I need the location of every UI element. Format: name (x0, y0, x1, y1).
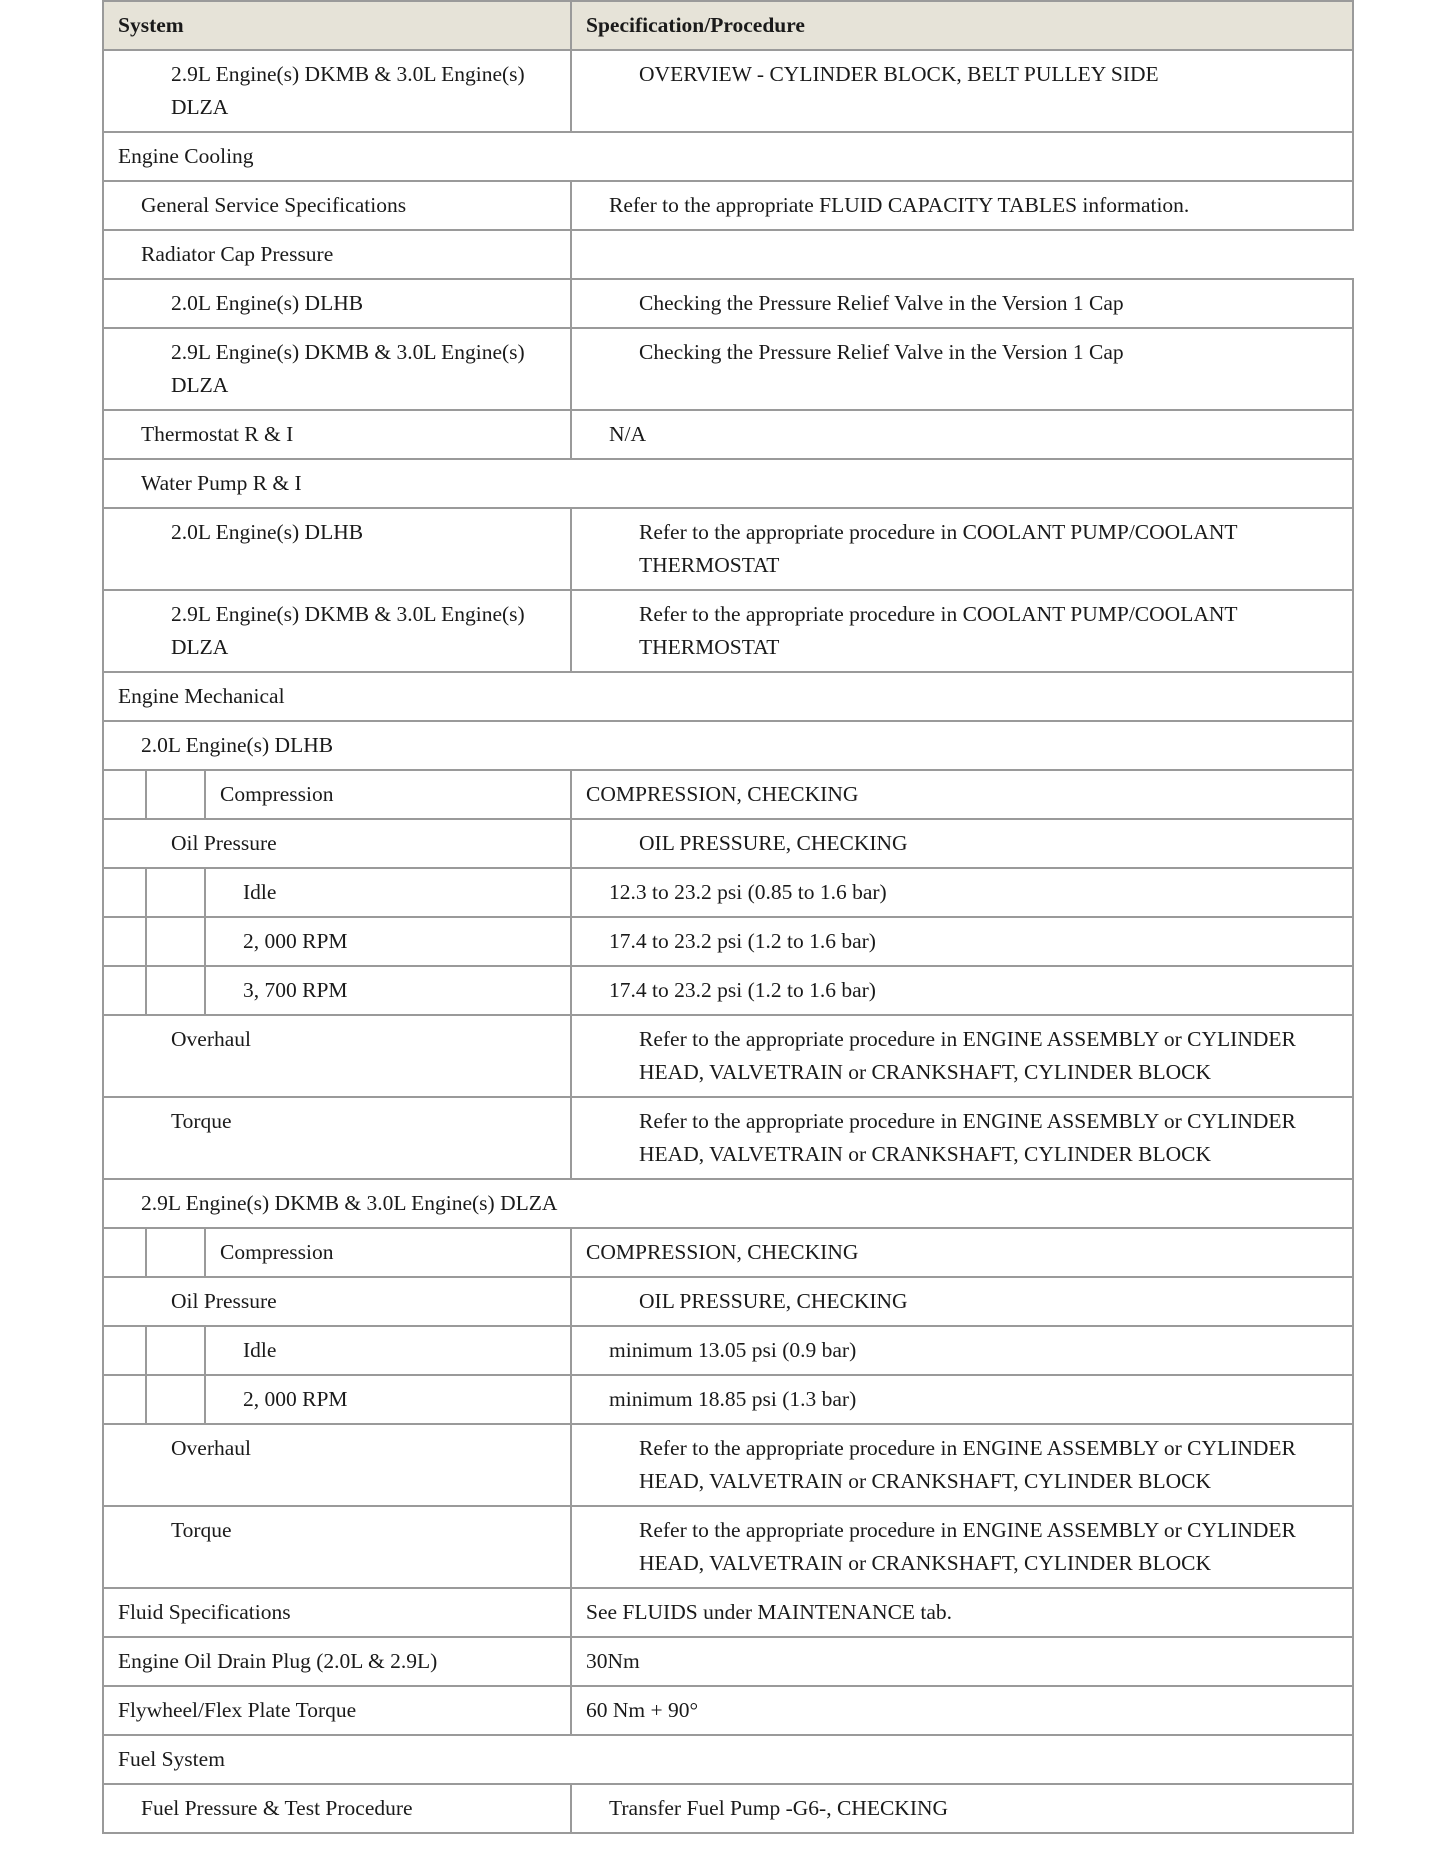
section-row (103, 132, 1353, 181)
spec-cell: 30Nm (571, 1637, 1353, 1686)
system-cell: 2.9L Engine(s) DKMB & 3.0L Engine(s) DLZA (103, 328, 571, 410)
table-row (103, 1784, 1353, 1833)
spec-cell: Refer to the appropriate procedure in ENGINE ASSEMBLY or CYLINDER HEAD, VALVETRAIN or CRANKSHAFT, CYLINDER BLOCK (571, 1097, 1353, 1179)
spec-cell: COMPRESSION, CHECKING (571, 1228, 1353, 1277)
spec-cell: minimum 13.05 psi (0.9 bar) (571, 1326, 1353, 1375)
table-row (103, 508, 1353, 590)
spec-cell: Transfer Fuel Pump -G6-, CHECKING (571, 1784, 1353, 1833)
spacer-cell (103, 1228, 146, 1277)
spacer-cell (146, 966, 205, 1015)
spacer-cell (103, 1326, 146, 1375)
system-cell: Overhaul (103, 1424, 571, 1506)
spec-cell: Refer to the appropriate procedure in ENGINE ASSEMBLY or CYLINDER HEAD, VALVETRAIN or CRANKSHAFT, CYLINDER BLOCK (571, 1015, 1353, 1097)
system-cell: 2.9L Engine(s) DKMB & 3.0L Engine(s) DLZA (103, 50, 571, 132)
system-cell: Compression (205, 1228, 571, 1277)
spacer-cell (103, 1375, 146, 1424)
table-row (103, 1637, 1353, 1686)
spec-cell: Refer to the appropriate procedure in ENGINE ASSEMBLY or CYLINDER HEAD, VALVETRAIN or CRANKSHAFT, CYLINDER BLOCK (571, 1506, 1353, 1588)
section-row (103, 721, 1353, 770)
system-cell: Fluid Specifications (103, 1588, 571, 1637)
system-cell: Compression (205, 770, 571, 819)
section-row (103, 459, 1353, 508)
table-row (103, 328, 1353, 410)
system-cell: 2.0L Engine(s) DLHB (103, 508, 571, 590)
spec-cell: 60 Nm + 90° (571, 1686, 1353, 1735)
system-cell: Radiator Cap Pressure (103, 230, 571, 279)
table-row (103, 181, 1353, 230)
spacer-cell (103, 868, 146, 917)
system-cell: Idle (205, 868, 571, 917)
spec-cell: Refer to the appropriate procedure in ENGINE ASSEMBLY or CYLINDER HEAD, VALVETRAIN or CRANKSHAFT, CYLINDER BLOCK (571, 1424, 1353, 1506)
spec-cell: N/A (571, 410, 1353, 459)
spacer-cell (146, 917, 205, 966)
system-cell: 2, 000 RPM (205, 1375, 571, 1424)
table-row (103, 1015, 1353, 1097)
section-row (103, 1735, 1353, 1784)
spacer-cell (146, 1326, 205, 1375)
system-cell: 2.0L Engine(s) DLHB (103, 279, 571, 328)
table-row (103, 966, 1353, 1015)
spec-cell: See FLUIDS under MAINTENANCE tab. (571, 1588, 1353, 1637)
section-title: Engine Mechanical (103, 672, 1353, 721)
spec-cell: Checking the Pressure Relief Valve in the Version 1 Cap (571, 328, 1353, 410)
section-row (103, 1179, 1353, 1228)
spec-cell (571, 230, 1353, 279)
spacer-cell (103, 917, 146, 966)
header-row (103, 1, 1353, 50)
system-cell: 2, 000 RPM (205, 917, 571, 966)
table-row (103, 1506, 1353, 1588)
system-cell: Fuel Pressure & Test Procedure (103, 1784, 571, 1833)
spacer-cell (146, 770, 205, 819)
table-row (103, 590, 1353, 672)
spec-cell: COMPRESSION, CHECKING (571, 770, 1353, 819)
system-cell: 2.9L Engine(s) DKMB & 3.0L Engine(s) DLZA (103, 590, 571, 672)
table-row (103, 868, 1353, 917)
system-cell: Torque (103, 1097, 571, 1179)
table-row (103, 1588, 1353, 1637)
spec-cell: Refer to the appropriate procedure in COOLANT PUMP/COOLANT THERMOSTAT (571, 508, 1353, 590)
spec-cell: OIL PRESSURE, CHECKING (571, 819, 1353, 868)
spec-cell: 17.4 to 23.2 psi (1.2 to 1.6 bar) (571, 966, 1353, 1015)
table-row (103, 917, 1353, 966)
section-title: Engine Cooling (103, 132, 1353, 181)
spec-cell: 17.4 to 23.2 psi (1.2 to 1.6 bar) (571, 917, 1353, 966)
system-cell: Thermostat R & I (103, 410, 571, 459)
spacer-cell (103, 770, 146, 819)
table-row (103, 1375, 1353, 1424)
spec-cell: minimum 18.85 psi (1.3 bar) (571, 1375, 1353, 1424)
subsection-title: Water Pump R & I (103, 459, 1353, 508)
section-title: Fuel System (103, 1735, 1353, 1784)
spacer-cell (103, 966, 146, 1015)
table-row (103, 50, 1353, 132)
spec-cell: OIL PRESSURE, CHECKING (571, 1277, 1353, 1326)
table-row (103, 1228, 1353, 1277)
section-row (103, 672, 1353, 721)
header-spec: Specification/Procedure (571, 1, 1353, 50)
spec-cell: Refer to the appropriate FLUID CAPACITY TABLES information. (571, 181, 1353, 230)
spec-cell: Refer to the appropriate procedure in COOLANT PUMP/COOLANT THERMOSTAT (571, 590, 1353, 672)
system-cell: 3, 700 RPM (205, 966, 571, 1015)
table-row (103, 1686, 1353, 1735)
system-cell: Flywheel/Flex Plate Torque (103, 1686, 571, 1735)
subsection-title: 2.9L Engine(s) DKMB & 3.0L Engine(s) DLZA (103, 1179, 1353, 1228)
system-cell: General Service Specifications (103, 181, 571, 230)
system-cell: Idle (205, 1326, 571, 1375)
spacer-cell (146, 1228, 205, 1277)
system-cell: Oil Pressure (103, 819, 571, 868)
system-cell: Engine Oil Drain Plug (2.0L & 2.9L) (103, 1637, 571, 1686)
spec-cell: OVERVIEW - CYLINDER BLOCK, BELT PULLEY SIDE (571, 50, 1353, 132)
spec-cell: 12.3 to 23.2 psi (0.85 to 1.6 bar) (571, 868, 1353, 917)
table-row (103, 1277, 1353, 1326)
spec-table (102, 0, 1354, 1834)
table-row (103, 819, 1353, 868)
header-system: System (103, 1, 571, 50)
table-row (103, 410, 1353, 459)
system-cell: Torque (103, 1506, 571, 1588)
table-row (103, 1326, 1353, 1375)
spec-cell: Checking the Pressure Relief Valve in the Version 1 Cap (571, 279, 1353, 328)
system-cell: Overhaul (103, 1015, 571, 1097)
table-row (103, 1424, 1353, 1506)
table-header (103, 1, 1353, 50)
table-row (103, 230, 1353, 279)
subsection-title: 2.0L Engine(s) DLHB (103, 721, 1353, 770)
spacer-cell (146, 868, 205, 917)
table-row (103, 770, 1353, 819)
table-row (103, 279, 1353, 328)
system-cell: Oil Pressure (103, 1277, 571, 1326)
table-row (103, 1097, 1353, 1179)
spacer-cell (146, 1375, 205, 1424)
